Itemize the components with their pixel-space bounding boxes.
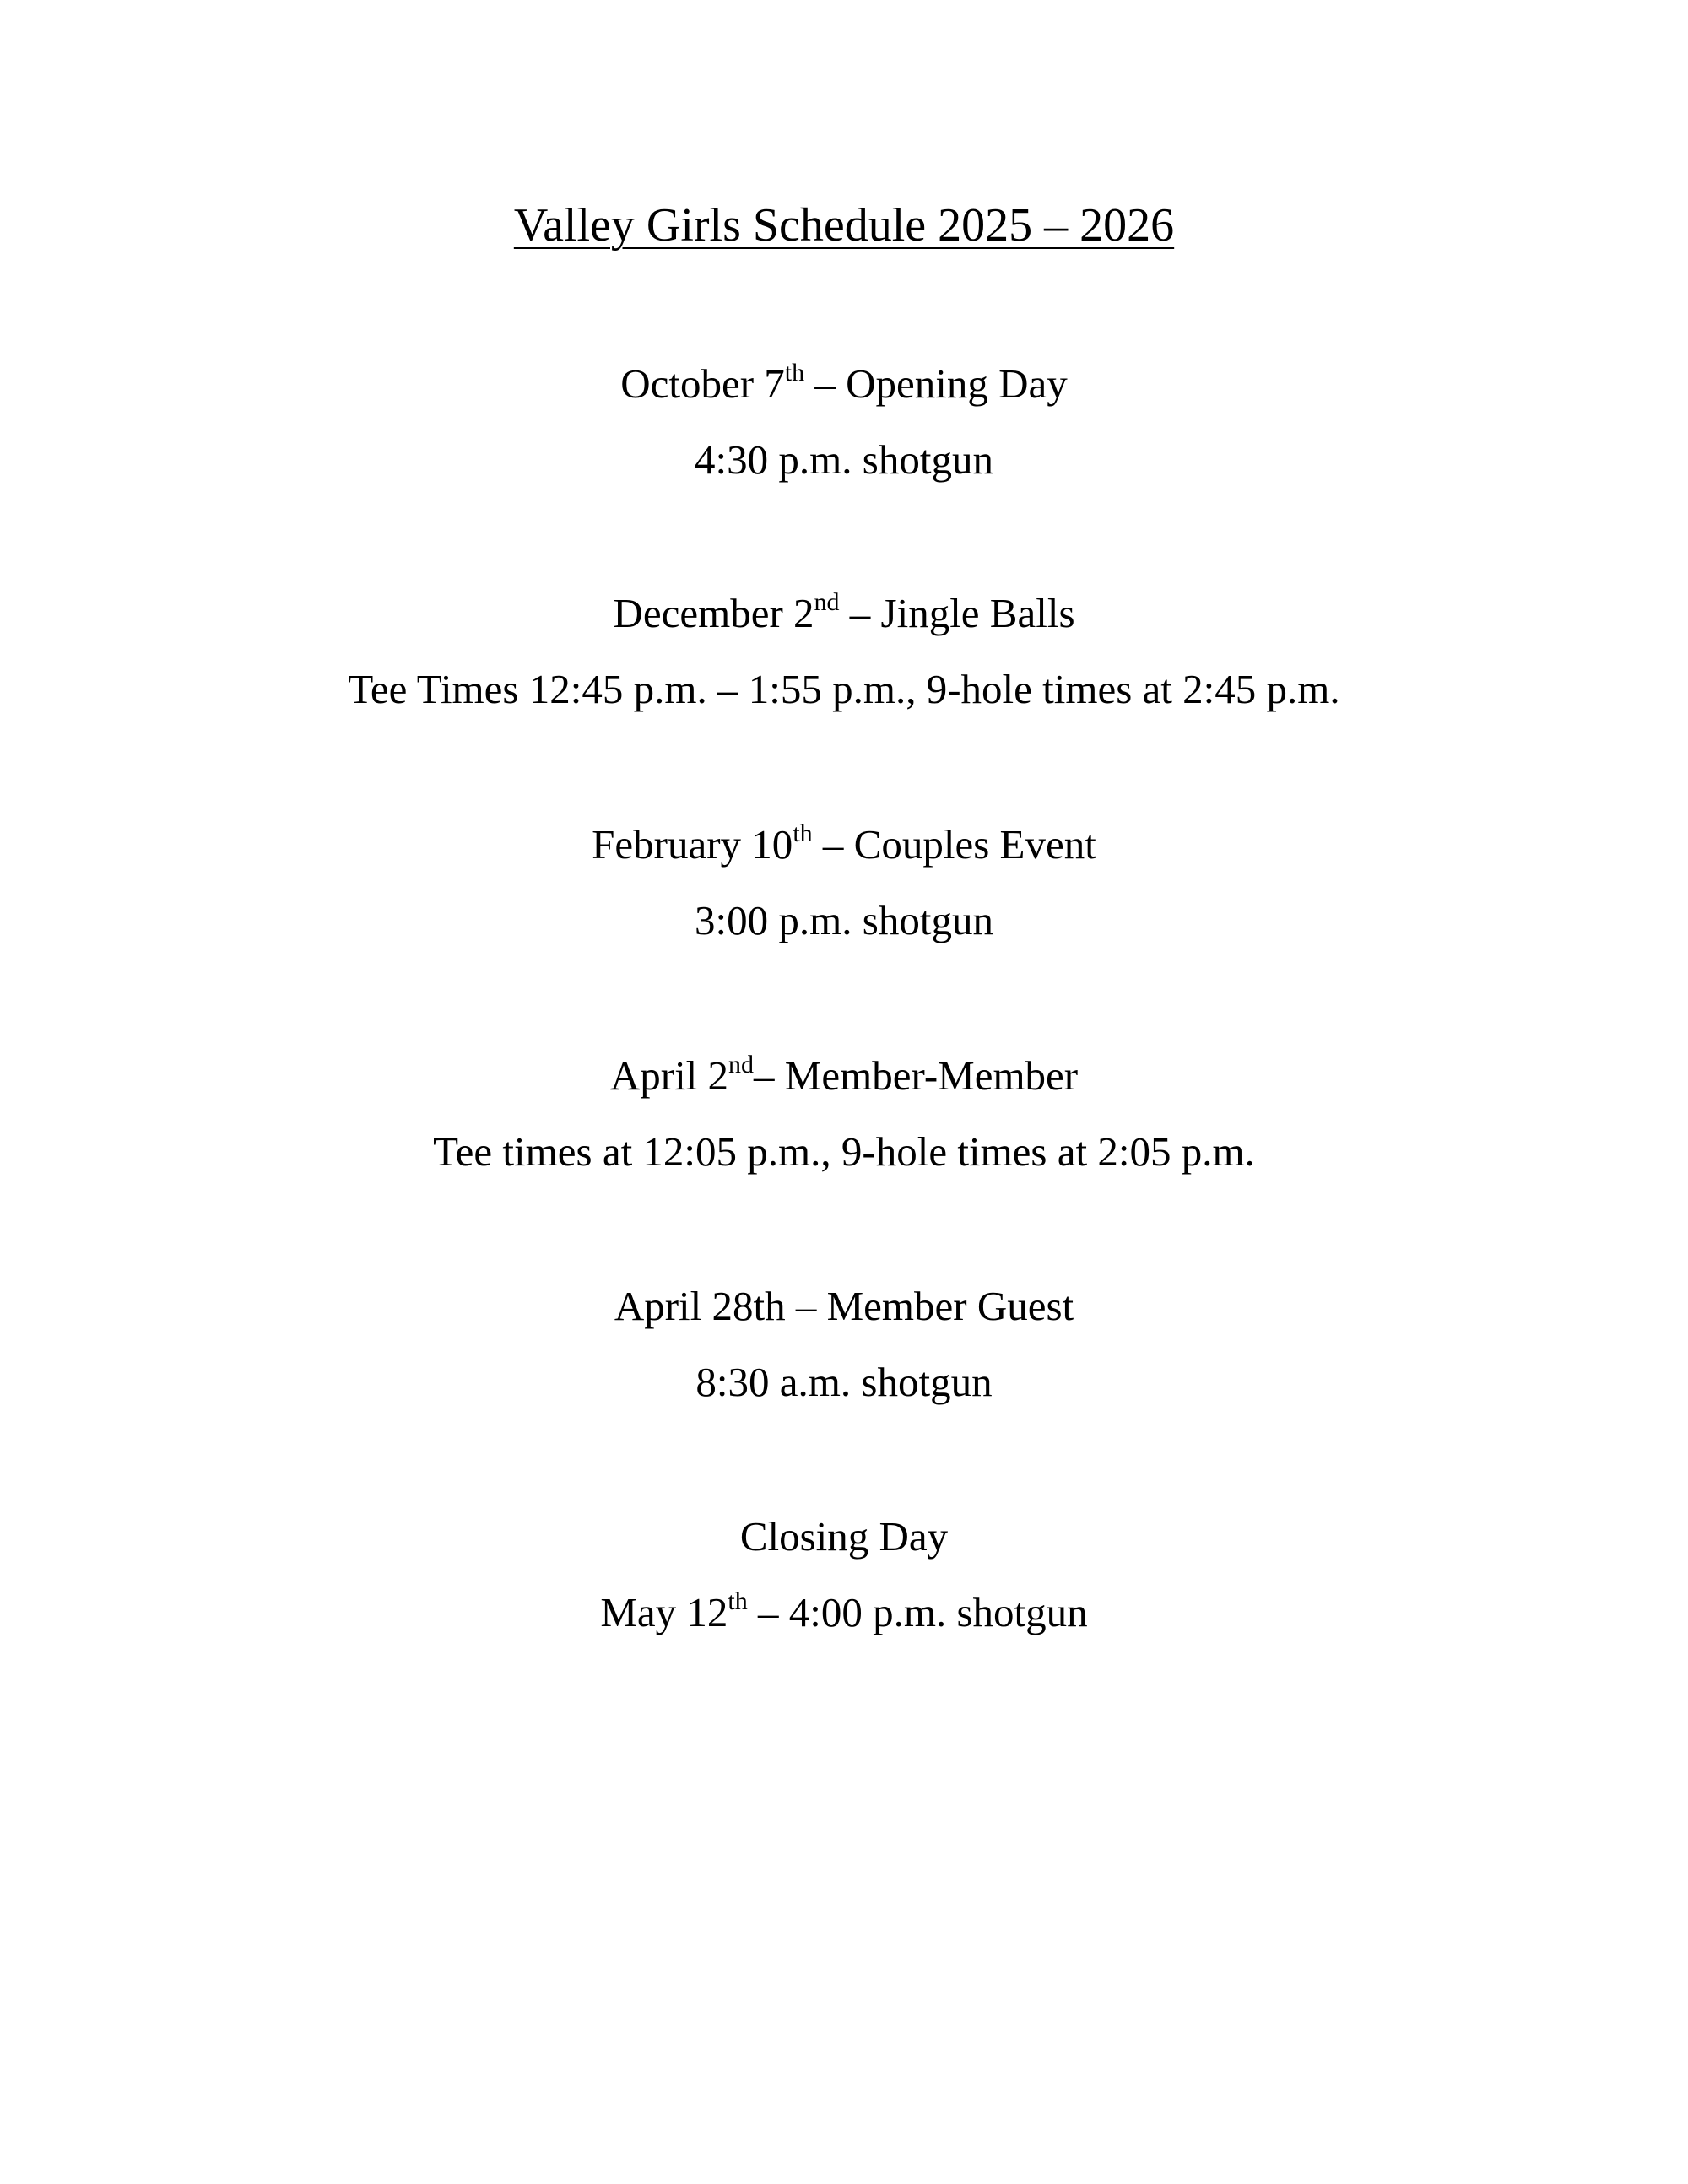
- page-title: [0, 196, 1688, 255]
- event-time: – 4:00 p.m. shotgun: [747, 1589, 1088, 1635]
- event-date: October 7: [620, 360, 785, 407]
- event-name: – Jingle Balls: [839, 590, 1075, 636]
- event-detail-opening-day: 4:30 p.m. shotgun: [695, 436, 993, 483]
- ordinal-suffix: nd: [728, 1051, 755, 1078]
- event-detail-jingle-balls: Tee Times 12:45 p.m. – 1:55 p.m., 9-hole times at 2:45 p.m.: [348, 666, 1340, 712]
- event-heading-member-guest: April 28th – Member Guest: [614, 1283, 1074, 1329]
- event-detail-couples-event: 3:00 p.m. shotgun: [695, 897, 993, 943]
- ordinal-suffix: th: [784, 359, 805, 387]
- event-heading-jingle-balls: [0, 587, 1688, 640]
- event-detail-member-guest: 8:30 a.m. shotgun: [695, 1359, 993, 1405]
- page-title-text: Valley Girls Schedule 2025 – 2026: [513, 199, 1175, 251]
- event-date: February 10: [592, 821, 793, 868]
- event-name: – Member-Member: [754, 1052, 1079, 1099]
- event-heading-couples-event: [0, 819, 1688, 871]
- ordinal-suffix: th: [728, 1587, 748, 1615]
- event-detail-member-member: Tee times at 12:05 p.m., 9-hole times at 2:05 p.m.: [433, 1128, 1255, 1175]
- event-date: May 12: [600, 1589, 728, 1635]
- event-date: December 2: [613, 590, 814, 636]
- ordinal-suffix: nd: [814, 588, 840, 616]
- event-heading-member-member: [0, 1050, 1688, 1102]
- event-name: – Couples Event: [812, 821, 1096, 868]
- ordinal-suffix: th: [793, 819, 813, 847]
- event-detail-closing-day: [0, 1587, 1688, 1639]
- event-heading-closing-day: Closing Day: [739, 1513, 949, 1560]
- event-name: – Opening Day: [804, 360, 1068, 407]
- event-heading-opening-day: [0, 358, 1688, 410]
- event-date: April 2: [609, 1052, 729, 1099]
